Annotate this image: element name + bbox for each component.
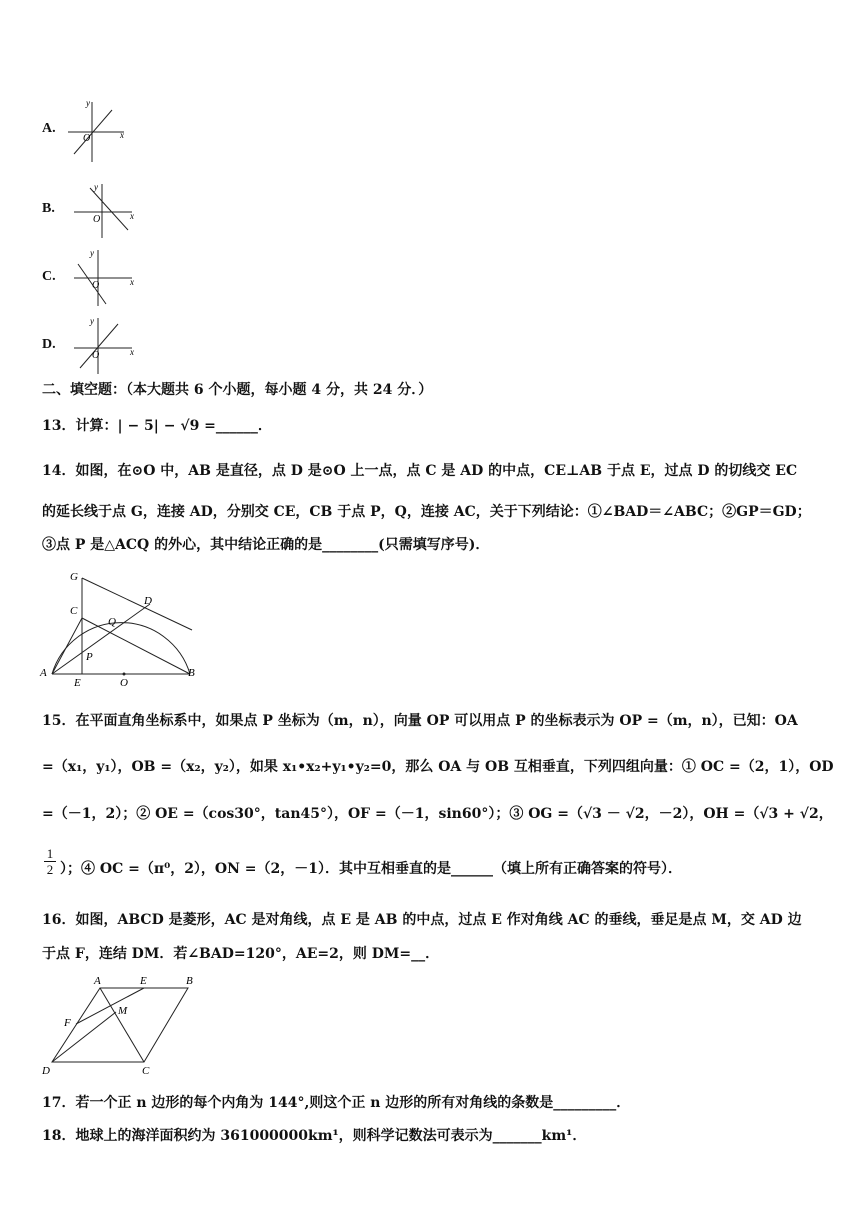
origin-label: O	[93, 214, 101, 225]
question-17: 17．若一个正 n 边形的每个内角为 144°,则这个正 n 边形的所有对角线的条数是_________．	[42, 1095, 631, 1111]
question-15-line-4: ）；④ OC =（π⁰，2），ON =（2，－1）．其中互相垂直的是______（填上所有正确答案的符号）．	[60, 861, 683, 877]
svg-text:Q: Q	[108, 616, 116, 628]
origin-label: O	[92, 350, 100, 361]
question-16-line-1: 16．如图，ABCD 是菱形，AC 是对角线，点 E 是 AB 的中点，过点 E 作对角线 AC 的垂线，垂足是点 M，交 AD 边	[42, 912, 802, 928]
axis-y-label: y	[86, 98, 90, 108]
axis-x-label: x	[130, 277, 134, 287]
svg-text:A: A	[40, 667, 47, 679]
question-14-figure	[36, 566, 200, 690]
question-16-figure	[38, 972, 204, 1080]
question-15-line-3: =（－1，2）；② OE =（cos30°，tan45°），OF =（－1，sin60°）；③ OG =（√3 － √2，－2），OH =（√3 + √2，	[42, 806, 833, 822]
option-c-graph	[70, 246, 138, 308]
svg-text:G: G	[70, 571, 78, 583]
axis-x-label: x	[130, 211, 134, 221]
option-a-graph	[64, 96, 128, 162]
question-15-fraction: 1 2	[44, 846, 56, 877]
question-14-line-2: 的延长线于点 G，连接 AD，分别交 CE，CB 于点 P，Q，连接 AC，关于下列结论：①∠BAD＝∠ABC；②GP＝GD；	[42, 504, 811, 520]
option-d-label: D.	[42, 337, 56, 352]
svg-text:E: E	[74, 677, 81, 689]
axis-y-label: y	[94, 182, 98, 192]
svg-text:B: B	[188, 667, 195, 679]
svg-text:D: D	[42, 1065, 50, 1077]
question-15-line-2: =（x₁，y₁），OB =（x₂，y₂），如果 x₁•x₂+y₁•y₂=0，那么 OA 与 OB 互相垂直，下列四组向量：① OC =（2，1），OD	[42, 759, 834, 775]
svg-text:P: P	[86, 651, 93, 663]
axis-y-label: y	[90, 316, 94, 326]
svg-text:D: D	[144, 595, 152, 607]
option-b-label: B.	[42, 201, 55, 216]
axis-x-label: x	[130, 347, 134, 357]
axis-x-label: x	[120, 130, 124, 140]
origin-label: O	[83, 133, 91, 144]
section-title: 二、填空题：（本大题共 6 个小题，每小题 4 分，共 24 分．）	[42, 382, 433, 398]
svg-text:C: C	[142, 1065, 150, 1077]
question-18: 18．地球上的海洋面积约为 361000000km¹，则科学记数法可表示为_______km¹．	[42, 1128, 587, 1144]
question-15-line-1: 15．在平面直角坐标系中，如果点 P 坐标为（m，n），向量 OP 可以用点 P 的坐标表示为 OP =（m，n），已知：OA	[42, 713, 798, 729]
svg-text:E: E	[140, 975, 147, 987]
question-16-line-2: 于点 F，连结 DM．若∠BAD=120°，AE=2，则 DM=__．	[42, 946, 440, 962]
question-14-line-3: ③点 P 是△ACQ 的外心，其中结论正确的是________(只需填写序号)．	[42, 537, 490, 553]
svg-text:A: A	[94, 975, 101, 987]
svg-text:O: O	[120, 677, 128, 689]
question-14-line-1: 14．如图，在⊙O 中，AB 是直径，点 D 是⊙O 上一点，点 C 是 AD 的中点，CE⊥AB 于点 E，过点 D 的切线交 EC	[42, 463, 798, 479]
svg-text:M: M	[118, 1005, 128, 1017]
origin-label: O	[92, 280, 100, 291]
axis-y-label: y	[90, 248, 94, 258]
svg-text:F: F	[64, 1017, 71, 1029]
option-c-label: C.	[42, 269, 56, 284]
svg-text:C: C	[70, 605, 78, 617]
svg-text:B: B	[186, 975, 193, 987]
option-b-graph	[70, 180, 138, 240]
option-a-label: A.	[42, 121, 56, 136]
question-13: 13．计算：| − 5| − √9 =______．	[42, 418, 272, 434]
option-d-graph	[70, 314, 138, 376]
